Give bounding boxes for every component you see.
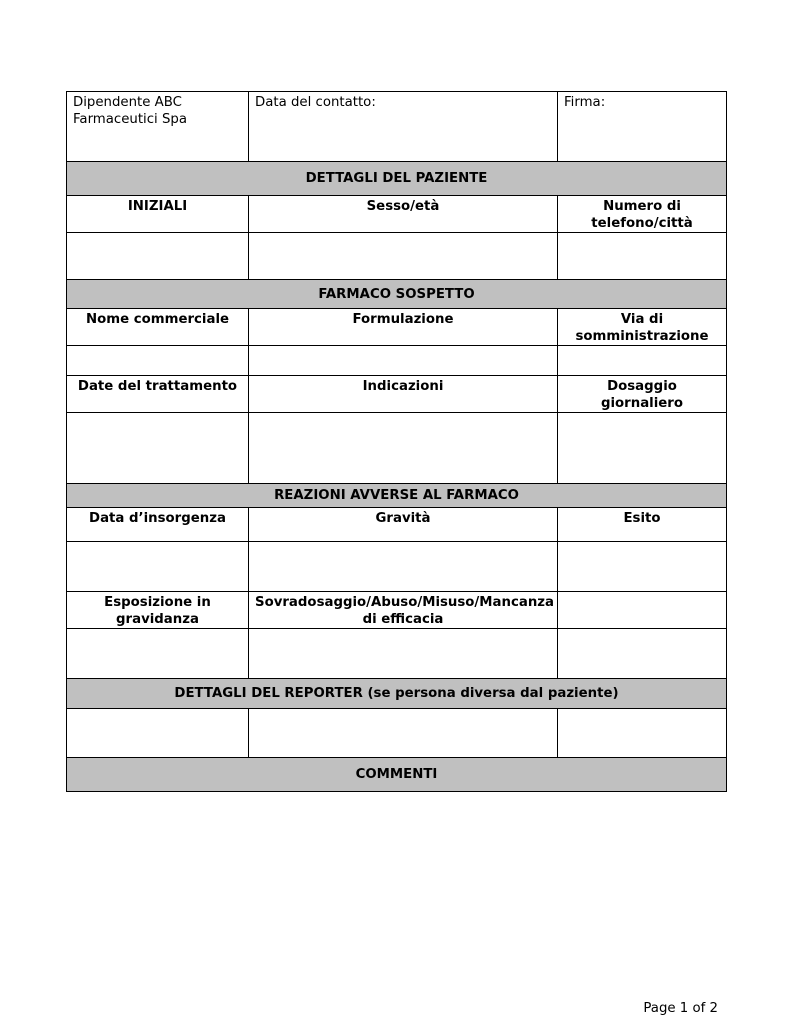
indications-header: Indicazioni: [249, 376, 558, 413]
pregnancy-exposure-header: Esposizione in gravidanza: [67, 592, 249, 629]
formulation-field[interactable]: [249, 346, 558, 376]
reactions-section-row: [67, 484, 727, 508]
treatment-dates-header: Date del trattamento: [67, 376, 249, 413]
overdose-abuse-field[interactable]: [249, 629, 558, 679]
adverse-event-report-form: [66, 91, 727, 792]
reactions-input-row-1: [67, 542, 727, 592]
initials-field[interactable]: [67, 233, 249, 280]
contact-row: [67, 92, 727, 162]
contact-date-label: Data del contatto:: [255, 95, 376, 110]
drug-input-row-2: [67, 413, 727, 484]
onset-date-field[interactable]: [67, 542, 249, 592]
reporter-field-1[interactable]: [67, 709, 249, 758]
sex-age-field[interactable]: [249, 233, 558, 280]
comments-section-title: COMMENTI: [67, 758, 727, 792]
administration-route-header: Via di somministrazione: [558, 309, 727, 346]
drug-header-row-1: [67, 309, 727, 346]
reporter-field-3[interactable]: [558, 709, 727, 758]
pregnancy-exposure-field[interactable]: [67, 629, 249, 679]
employee-cell[interactable]: [67, 92, 249, 162]
patient-input-row: [67, 233, 727, 280]
reporter-section-row: [67, 679, 727, 709]
reactions-input-row-2: [67, 629, 727, 679]
onset-date-header: Data d’insorgenza: [67, 508, 249, 542]
reactions-extra-field[interactable]: [558, 592, 727, 629]
drug-section-row: [67, 280, 727, 309]
phone-city-header: Numero di telefono/città: [558, 196, 727, 233]
comments-section-row: [67, 758, 727, 792]
severity-header: Gravità: [249, 508, 558, 542]
daily-dosage-header: Dosaggio giornaliero: [558, 376, 727, 413]
trade-name-header: Nome commerciale: [67, 309, 249, 346]
patient-header-row: [67, 196, 727, 233]
contact-date-field[interactable]: [249, 92, 558, 162]
reactions-header-row-2: [67, 592, 727, 629]
reporter-input-row: [67, 709, 727, 758]
outcome-header: Esito: [558, 508, 727, 542]
patient-section-title: DETTAGLI DEL PAZIENTE: [67, 162, 727, 196]
drug-input-row-1: [67, 346, 727, 376]
sex-age-header: Sesso/età: [249, 196, 558, 233]
trade-name-field[interactable]: [67, 346, 249, 376]
indications-field[interactable]: [249, 413, 558, 484]
reporter-field-2[interactable]: [249, 709, 558, 758]
formulation-header: Formulazione: [249, 309, 558, 346]
severity-field[interactable]: [249, 542, 558, 592]
administration-route-field[interactable]: [558, 346, 727, 376]
drug-section-title: FARMACO SOSPETTO: [67, 280, 727, 309]
initials-header: INIZIALI: [67, 196, 249, 233]
patient-section-row: [67, 162, 727, 196]
reactions-header-row-1: [67, 508, 727, 542]
signature-field[interactable]: [558, 92, 727, 162]
phone-city-field[interactable]: [558, 233, 727, 280]
treatment-dates-field[interactable]: [67, 413, 249, 484]
daily-dosage-field[interactable]: [558, 413, 727, 484]
page-number: Page 1 of 2: [643, 1001, 718, 1016]
signature-label: Firma:: [564, 95, 606, 110]
reactions-extra-field-2[interactable]: [558, 629, 727, 679]
overdose-abuse-header: Sovradosaggio/Abuso/Misuso/Mancanza di efficacia: [249, 592, 558, 629]
drug-header-row-2: [67, 376, 727, 413]
reporter-section-title: DETTAGLI DEL REPORTER (se persona diversa dal paziente): [67, 679, 727, 709]
outcome-field[interactable]: [558, 542, 727, 592]
employee-label: Dipendente ABC Farmaceutici Spa: [73, 95, 187, 127]
reactions-section-title: REAZIONI AVVERSE AL FARMACO: [67, 484, 727, 508]
